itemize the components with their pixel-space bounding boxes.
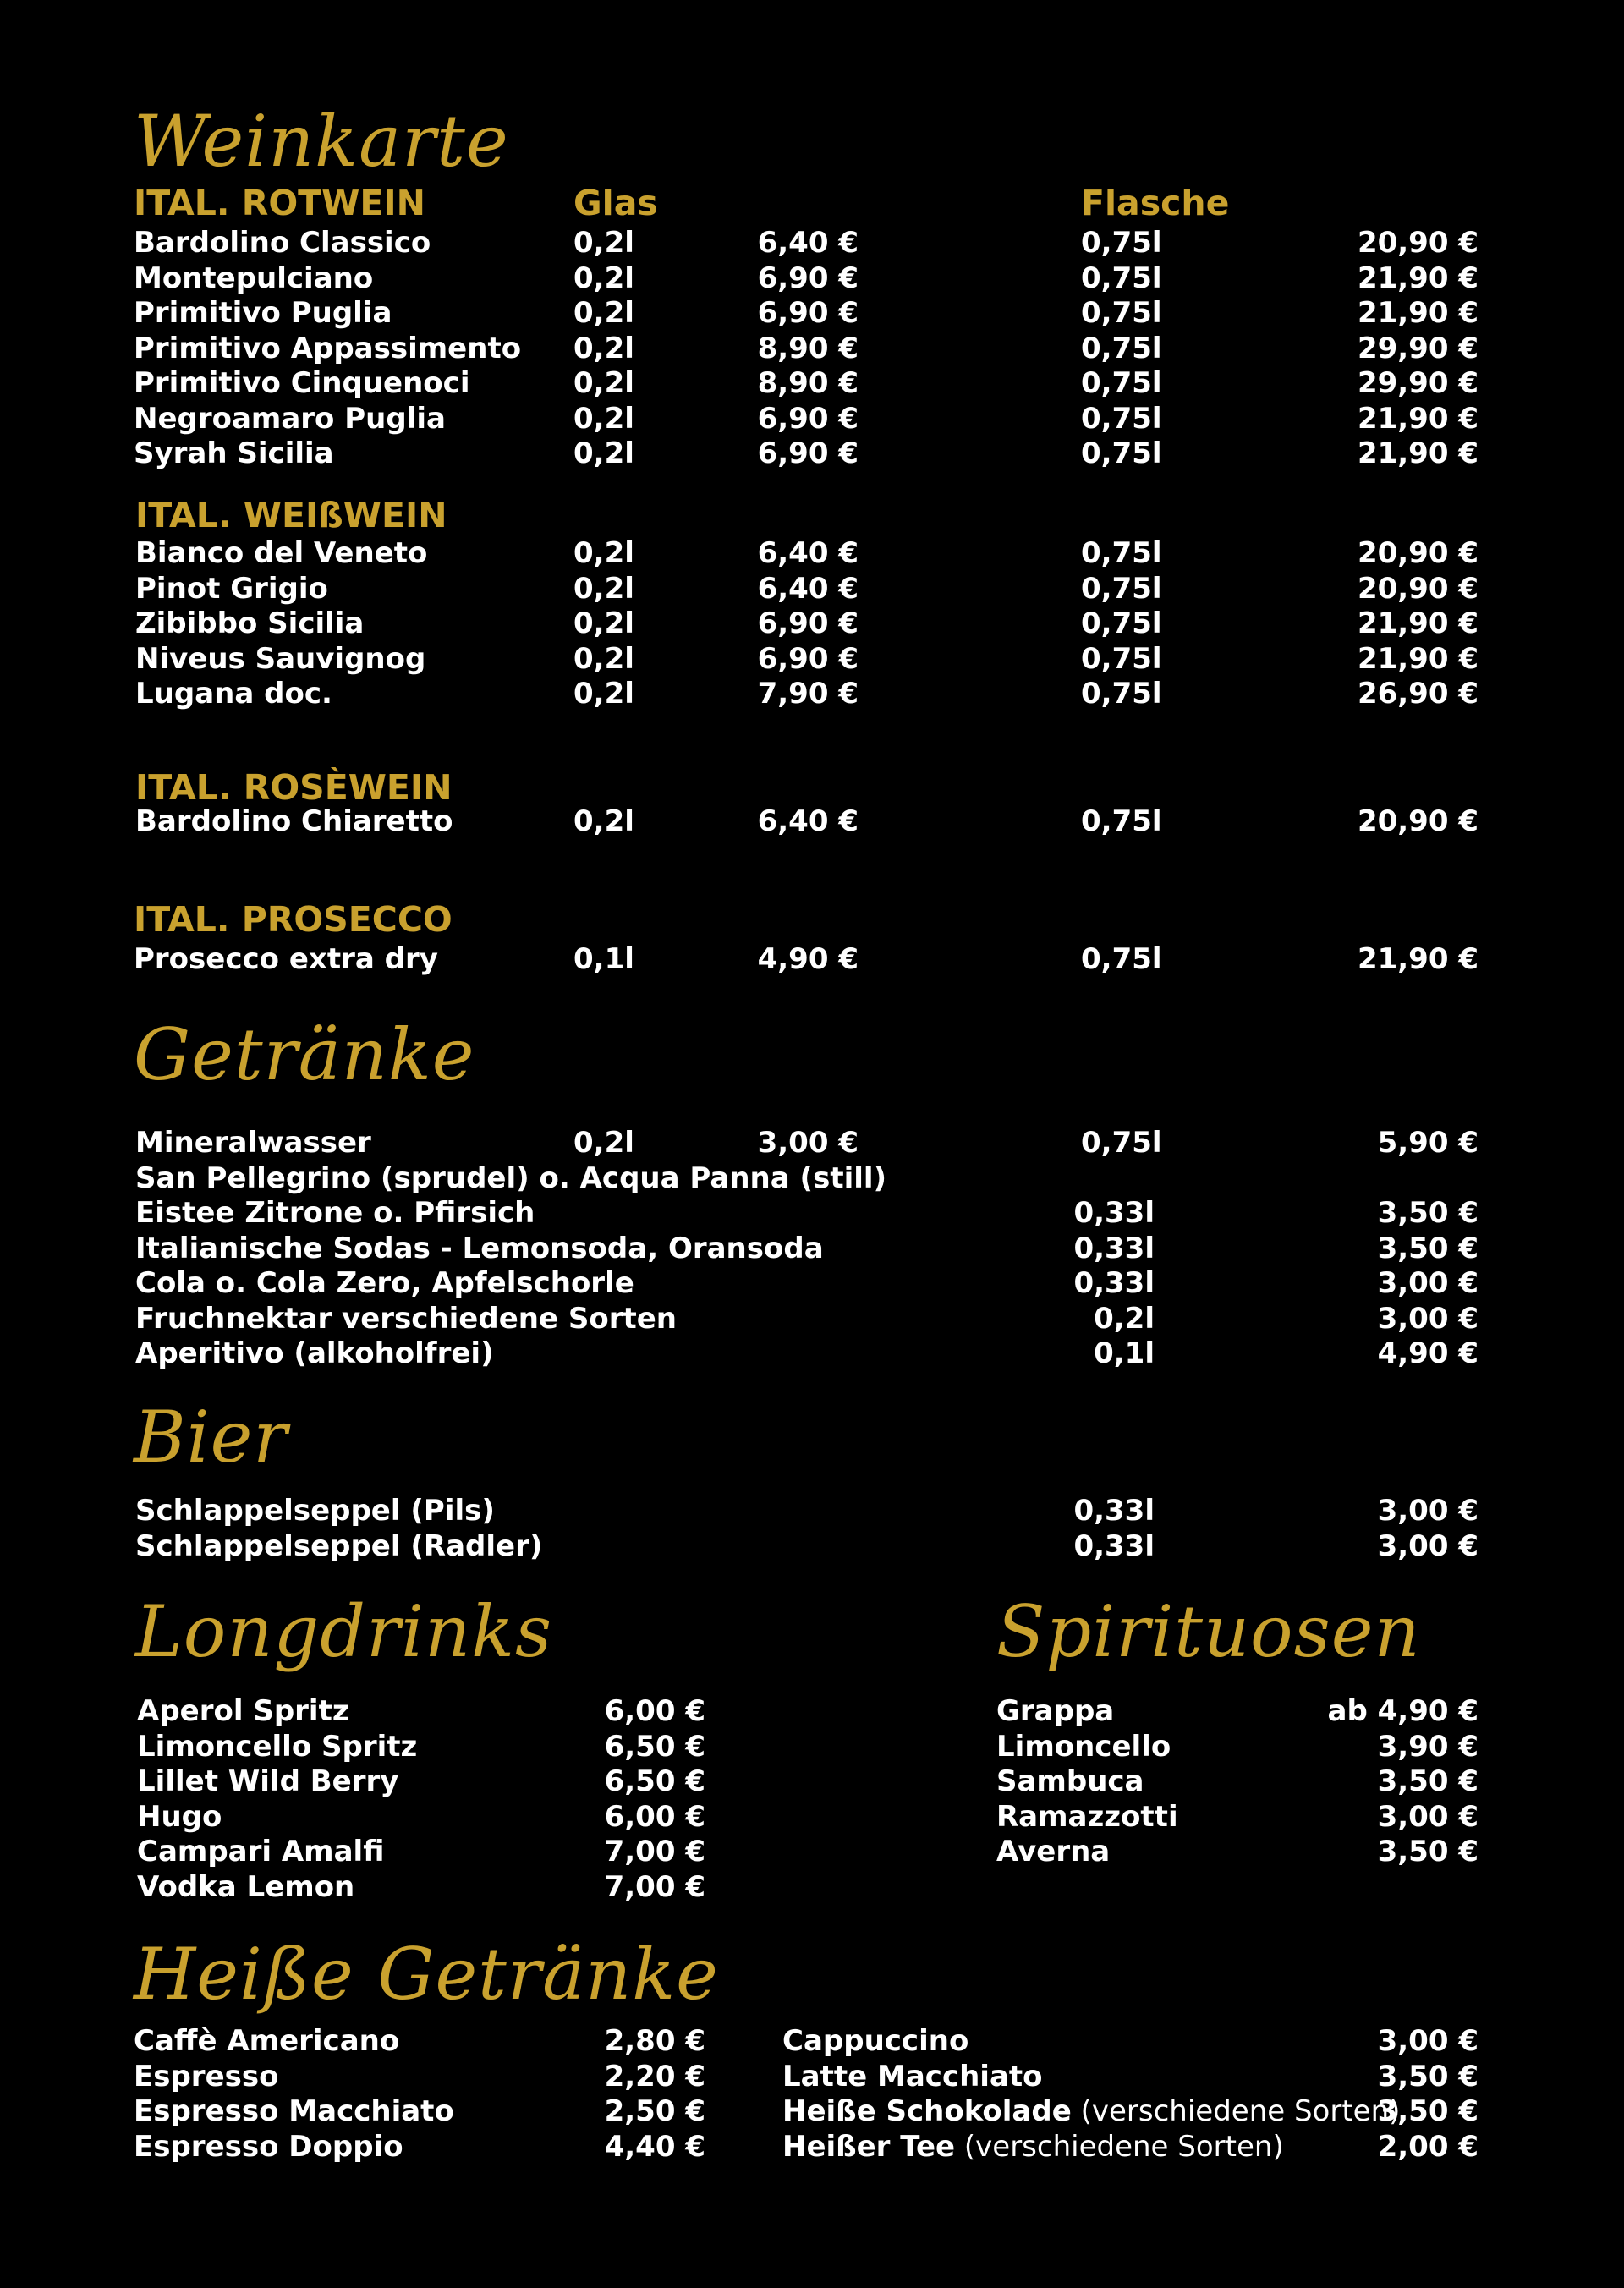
glass-price: 7,90 € bbox=[757, 677, 859, 711]
wine-name: Prosecco extra dry bbox=[134, 942, 438, 976]
item-price: 4,40 € bbox=[604, 2129, 705, 2164]
drink-price: 3,00 € bbox=[1377, 1494, 1479, 1528]
wine-name: Primitivo Cinquenoci bbox=[134, 366, 470, 400]
drink-price: 3,50 € bbox=[1377, 1231, 1479, 1265]
drink-price: 3,00 € bbox=[1377, 1528, 1479, 1563]
wine-name: Primitivo Puglia bbox=[134, 296, 392, 330]
item-price: 2,80 € bbox=[604, 2024, 705, 2058]
glass-size: 0,1l bbox=[573, 942, 634, 976]
item-price: 2,20 € bbox=[604, 2059, 705, 2093]
column-header-flasche: Flasche bbox=[1081, 183, 1230, 223]
bottle-price: 20,90 € bbox=[1357, 536, 1479, 570]
item-price: 6,50 € bbox=[604, 1764, 705, 1798]
glass-size: 0,2l bbox=[573, 331, 634, 365]
item-price: 6,00 € bbox=[604, 1799, 705, 1834]
bottle-price: 29,90 € bbox=[1357, 331, 1479, 365]
item-name: Limoncello Spritz bbox=[137, 1729, 418, 1764]
item-price: 3,00 € bbox=[1377, 2024, 1479, 2058]
glass-price: 6,90 € bbox=[757, 261, 859, 295]
bottle-price: 20,90 € bbox=[1357, 226, 1479, 260]
glass-price: 6,90 € bbox=[757, 436, 859, 470]
glass-size: 0,2l bbox=[573, 606, 634, 640]
category-rosewein: ITAL. ROSÈWEIN bbox=[135, 767, 453, 808]
item-price: 6,50 € bbox=[604, 1729, 705, 1764]
wine-name: Pinot Grigio bbox=[135, 571, 328, 606]
item-price: ab 4,90 € bbox=[1327, 1694, 1479, 1728]
drink-size: 0,33l bbox=[1073, 1266, 1155, 1300]
item-price: 7,00 € bbox=[604, 1835, 705, 1868]
item-name-row bbox=[782, 2059, 1043, 2094]
item-price: 3,50 € bbox=[1377, 1835, 1479, 1868]
wine-name: Bardolino Chiaretto bbox=[135, 804, 453, 838]
wine-name: Primitivo Appassimento bbox=[134, 331, 522, 365]
glass-price: 6,90 € bbox=[757, 641, 859, 676]
bottle-size: 0,75l bbox=[1081, 677, 1162, 711]
drink-name: Cola o. Cola Zero, Apfelschorle bbox=[135, 1266, 634, 1300]
spirituosen-title: Spirituosen bbox=[996, 1590, 1421, 1673]
bottle-price: 21,90 € bbox=[1357, 296, 1479, 330]
item-name: Heiße Schokolade bbox=[782, 2094, 1072, 2128]
drink-price: 3,00 € bbox=[1377, 1266, 1479, 1300]
glass-size: 0,2l bbox=[573, 677, 634, 711]
glass-size: 0,2l bbox=[573, 226, 634, 260]
mineral-note: San Pellegrino (sprudel) o. Acqua Panna (still) bbox=[135, 1161, 887, 1195]
bottle-price: 21,90 € bbox=[1357, 436, 1479, 470]
item-price: 7,00 € bbox=[604, 1869, 705, 1904]
glass-price: 6,90 € bbox=[757, 401, 859, 436]
weinkarte-title: Weinkarte bbox=[134, 100, 509, 183]
bottle-size: 0,75l bbox=[1081, 261, 1162, 295]
item-name-row bbox=[782, 2023, 968, 2059]
glass-size: 0,2l bbox=[573, 366, 634, 400]
item-price: 3,50 € bbox=[1377, 2094, 1479, 2128]
item-name-row bbox=[782, 2129, 1284, 2165]
bottle-size: 0,75l bbox=[1081, 436, 1162, 470]
item-price: 3,00 € bbox=[1377, 1799, 1479, 1834]
item-name: Grappa bbox=[996, 1694, 1115, 1728]
bottle-size: 0,75l bbox=[1081, 571, 1162, 606]
wine-name: Lugana doc. bbox=[135, 677, 332, 711]
drink-name: Aperitivo (alkoholfrei) bbox=[135, 1336, 494, 1370]
item-name: Heißer Tee bbox=[782, 2129, 956, 2164]
drink-price: 3,50 € bbox=[1377, 1196, 1479, 1230]
wine-name: Negroamaro Puglia bbox=[134, 401, 446, 436]
drink-name: Fruchnektar verschiedene Sorten bbox=[135, 1301, 677, 1336]
glass-price: 6,40 € bbox=[757, 571, 859, 606]
item-name: Sambuca bbox=[996, 1764, 1144, 1798]
bottle-price: 20,90 € bbox=[1357, 804, 1479, 838]
glass-price: 6,40 € bbox=[757, 804, 859, 838]
bottle-price: 21,90 € bbox=[1357, 606, 1479, 640]
category-weisswein: ITAL. WEIßWEIN bbox=[135, 495, 447, 535]
bottle-price: 21,90 € bbox=[1357, 942, 1479, 976]
glass-size: 0,2l bbox=[573, 436, 634, 470]
item-name: Latte Macchiato bbox=[782, 2059, 1043, 2093]
drink-size: 0,2l bbox=[1094, 1301, 1155, 1336]
getraenke-title: Getränke bbox=[134, 1013, 475, 1096]
glass-size: 0,2l bbox=[573, 571, 634, 606]
heisse-getraenke-title: Heiße Getränke bbox=[134, 1933, 719, 2016]
wine-name: Syrah Sicilia bbox=[134, 436, 334, 470]
glass-price: 4,90 € bbox=[757, 942, 859, 976]
bottle-size: 0,75l bbox=[1081, 296, 1162, 330]
glass-size: 0,2l bbox=[573, 296, 634, 330]
item-note: (verschiedene Sorten) bbox=[1071, 2094, 1401, 2128]
bottle-size: 0,75l bbox=[1081, 366, 1162, 400]
item-price: 3,90 € bbox=[1377, 1729, 1479, 1764]
item-name: Averna bbox=[996, 1835, 1111, 1868]
item-name: Espresso Macchiato bbox=[134, 2094, 454, 2128]
bottle-size: 0,75l bbox=[1081, 942, 1162, 976]
glass-size: 0,2l bbox=[573, 641, 634, 676]
item-name: Campari Amalfi bbox=[137, 1835, 385, 1868]
glass-price: 6,90 € bbox=[757, 296, 859, 330]
drink-name: Mineralwasser bbox=[135, 1126, 371, 1160]
item-name: Hugo bbox=[137, 1799, 222, 1834]
bottle-size: 0,75l bbox=[1081, 536, 1162, 570]
item-price: 3,50 € bbox=[1377, 2059, 1479, 2093]
bottle-price: 21,90 € bbox=[1357, 261, 1479, 295]
item-note: (verschiedene Sorten) bbox=[955, 2129, 1284, 2164]
wine-name: Bardolino Classico bbox=[134, 226, 431, 260]
bottle-price: 29,90 € bbox=[1357, 366, 1479, 400]
bottle-size: 0,75l bbox=[1081, 226, 1162, 260]
drink-name: Schlappelseppel (Radler) bbox=[135, 1528, 543, 1563]
glass-size: 0,2l bbox=[573, 536, 634, 570]
drink-size: 0,33l bbox=[1073, 1231, 1155, 1265]
item-price: 6,00 € bbox=[604, 1694, 705, 1728]
item-name: Lillet Wild Berry bbox=[137, 1764, 399, 1798]
glass-size: 0,2l bbox=[573, 804, 634, 838]
bottle-price: 21,90 € bbox=[1357, 401, 1479, 436]
drink-name: Italianische Sodas - Lemonsoda, Oransoda bbox=[135, 1231, 824, 1265]
item-name: Aperol Spritz bbox=[137, 1694, 349, 1728]
drink-price: 3,00 € bbox=[1377, 1301, 1479, 1336]
longdrinks-title: Longdrinks bbox=[135, 1590, 553, 1673]
bottle-size: 0,75l bbox=[1081, 641, 1162, 676]
bottle-size: 0,75l bbox=[1081, 401, 1162, 436]
column-header-glas: Glas bbox=[573, 183, 658, 223]
item-name: Limoncello bbox=[996, 1729, 1171, 1764]
glass-size: 0,2l bbox=[573, 1126, 634, 1160]
bier-title: Bier bbox=[134, 1396, 288, 1479]
drink-size: 0,33l bbox=[1073, 1494, 1155, 1528]
item-name: Caffè Americano bbox=[134, 2024, 400, 2058]
glass-size: 0,2l bbox=[573, 261, 634, 295]
bottle-price: 21,90 € bbox=[1357, 641, 1479, 676]
drink-name: Schlappelseppel (Pils) bbox=[135, 1494, 495, 1528]
glass-size: 0,2l bbox=[573, 401, 634, 436]
wine-name: Niveus Sauvignog bbox=[135, 641, 426, 676]
item-name: Ramazzotti bbox=[996, 1799, 1178, 1834]
item-name: Vodka Lemon bbox=[137, 1869, 355, 1904]
bottle-size: 0,75l bbox=[1081, 331, 1162, 365]
glass-price: 8,90 € bbox=[757, 366, 859, 400]
drink-name: Eistee Zitrone o. Pfirsich bbox=[135, 1196, 535, 1230]
drink-size: 0,33l bbox=[1073, 1196, 1155, 1230]
glass-price: 8,90 € bbox=[757, 331, 859, 365]
glass-price: 6,90 € bbox=[757, 606, 859, 640]
category-rotwein: ITAL. ROTWEIN bbox=[134, 183, 425, 223]
bottle-size: 0,75l bbox=[1081, 1126, 1162, 1160]
wine-name: Bianco del Veneto bbox=[135, 536, 428, 570]
wine-name: Montepulciano bbox=[134, 261, 374, 295]
bottle-price: 26,90 € bbox=[1357, 677, 1479, 711]
drink-size: 0,1l bbox=[1094, 1336, 1155, 1370]
glass-price: 6,40 € bbox=[757, 536, 859, 570]
bottle-size: 0,75l bbox=[1081, 606, 1162, 640]
glass-price: 6,40 € bbox=[757, 226, 859, 260]
item-price: 3,50 € bbox=[1377, 1764, 1479, 1798]
item-name: Cappuccino bbox=[782, 2024, 969, 2058]
drink-size: 0,33l bbox=[1073, 1528, 1155, 1563]
bottle-price: 5,90 € bbox=[1377, 1126, 1479, 1160]
glass-price: 3,00 € bbox=[757, 1126, 859, 1160]
category-prosecco: ITAL. PROSECCO bbox=[134, 899, 453, 940]
bottle-size: 0,75l bbox=[1081, 804, 1162, 838]
item-name: Espresso Doppio bbox=[134, 2129, 403, 2164]
item-price: 2,00 € bbox=[1377, 2129, 1479, 2164]
bottle-price: 20,90 € bbox=[1357, 571, 1479, 606]
wine-name: Zibibbo Sicilia bbox=[135, 606, 365, 640]
item-price: 2,50 € bbox=[604, 2094, 705, 2128]
drink-price: 4,90 € bbox=[1377, 1336, 1479, 1370]
item-name: Espresso bbox=[134, 2059, 279, 2093]
